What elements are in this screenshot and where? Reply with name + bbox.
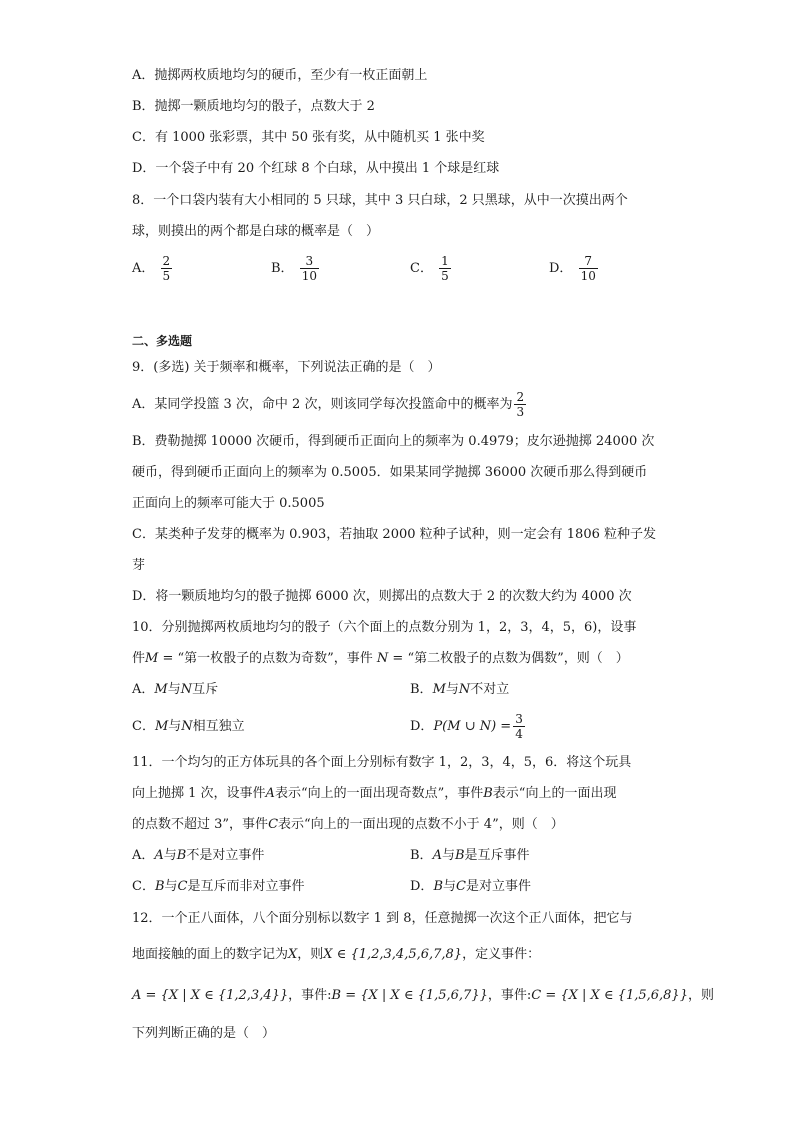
- fraction: [514, 390, 526, 419]
- text: 与: [445, 682, 459, 697]
- fraction: [161, 254, 173, 283]
- text: 与: [164, 879, 178, 894]
- q10-option-c: [132, 718, 245, 736]
- var-b: B: [454, 848, 465, 863]
- denominator: 5: [441, 269, 449, 283]
- var-b: B: [154, 879, 165, 894]
- q7-option-a: A．抛掷两枚质地均匀的硬币，至少有一枚正面朝上: [132, 68, 428, 83]
- event-b-definition: B = {X | X ∈ {1,5,6,7}}: [331, 988, 488, 1003]
- text: 与: [163, 848, 177, 863]
- text: = “第二枚骰子的点数为偶数”，则（ ）: [388, 651, 629, 666]
- option-label: D．: [410, 719, 434, 734]
- text: 地面接触的面上的数字记为: [132, 947, 289, 962]
- event-a-definition: A = {X | X ∈ {1,2,3,4}}: [132, 988, 289, 1003]
- var-c: C: [268, 817, 279, 832]
- text: 件: [132, 651, 146, 666]
- text: 表示“向上的一面出现奇数点”，事件: [274, 786, 484, 801]
- text: 互斥: [192, 682, 219, 697]
- var-m: M: [154, 682, 168, 697]
- fraction: [439, 254, 451, 283]
- text: 与: [443, 879, 457, 894]
- q9-option-b-line3: 正面向上的频率可能大于 0.5005: [132, 496, 325, 511]
- numerator: 3: [515, 712, 523, 726]
- option-label: A．: [132, 682, 155, 697]
- q10-stem-line1: 10．分别抛掷两枚质地均匀的骰子（六个面上的点数分别为 1，2，3，4，5，6)，设事: [132, 620, 637, 635]
- text: ，事件:: [288, 988, 332, 1003]
- q11-option-c: [132, 878, 305, 896]
- var-a: A: [154, 848, 164, 863]
- text: 与: [441, 848, 455, 863]
- q9-option-b-line1: B．费勒抛掷 10000 次硬币，得到硬币正面向上的频率为 0.4979；皮尔逊抛掷 24000 次: [132, 434, 655, 449]
- denominator: 5: [162, 269, 171, 283]
- q12-stem-line1: 12．一个正八面体，八个面分别标以数字 1 到 8，任意抛掷一次这个正八面体，把它与: [132, 911, 633, 926]
- probability-expression: P(M ∪ N) =: [433, 719, 512, 734]
- q9-option-d: D．将一颗质地均匀的骰子抛掷 6000 次，则掷出的点数大于 2 的次数大约为 4000 次: [132, 589, 632, 604]
- q10-option-d: [410, 712, 527, 741]
- text: 不对立: [470, 682, 510, 697]
- var-n: N: [376, 651, 389, 666]
- q11-stem-line1: 11．一个均匀的正方体玩具的各个面上分别标有数字 1，2，3，4，5，6．将这个玩具: [132, 755, 632, 770]
- text: ，则: [687, 988, 714, 1003]
- sample-space: X ∈ {1,2,3,4,5,6,7,8}: [323, 947, 463, 962]
- q11-option-d: [410, 878, 531, 896]
- var-a: A: [265, 786, 275, 801]
- option-label: D．: [549, 261, 573, 276]
- text: ，定义事件：: [462, 947, 541, 962]
- var-b: B: [433, 879, 443, 894]
- numerator: 3: [305, 254, 314, 268]
- option-label: C．: [132, 879, 155, 894]
- fraction: [300, 254, 319, 283]
- q7-option-d: D．一个袋子中有 20 个红球 8 个白球，从中摸出 1 个球是红球: [132, 161, 500, 176]
- text: 相互独立: [192, 719, 245, 734]
- q8-option-c: [410, 254, 453, 283]
- var-m: M: [154, 719, 169, 734]
- q10-option-a: [132, 681, 218, 699]
- text: 是对立事件: [465, 879, 531, 894]
- q11-option-b: [410, 847, 530, 865]
- q9-option-b-line2: 硬币，得到硬币正面向上的频率为 0.5005．如果某同学抛掷 36000 次硬币那么得到硬币: [132, 465, 648, 480]
- q12-stem-line3: [132, 987, 714, 1005]
- option-label: C．: [132, 719, 155, 734]
- q8-stem-line2: 球，则摸出的两个都是白球的概率是（ ）: [132, 224, 380, 239]
- q11-option-a: [132, 847, 264, 865]
- q9-option-c-line1: C．某类种子发芽的概率为 0.903，若抽取 2000 粒种子试种，则一定会有 1806 粒种子发: [132, 527, 656, 542]
- text: 与: [168, 719, 182, 734]
- text: 的点数不超过 3”，事件: [132, 817, 269, 832]
- q11-stem-line3: [132, 816, 564, 834]
- text: 不是对立事件: [186, 848, 265, 863]
- q7-option-c: C．有 1000 张彩票，其中 50 张有奖，从中随机买 1 张中奖: [132, 130, 485, 145]
- q9-option-a: [132, 390, 528, 419]
- denominator: 3: [516, 405, 525, 419]
- var-x: X: [288, 947, 298, 962]
- text: = “第一枚骰子的点数为奇数”，事件: [158, 651, 377, 666]
- numerator: 2: [162, 254, 171, 268]
- var-c: C: [456, 879, 466, 894]
- var-n: N: [458, 682, 471, 697]
- option-label: B．: [410, 682, 433, 697]
- q8-option-a: [132, 254, 174, 283]
- text: 是互斥而非对立事件: [187, 879, 305, 894]
- option-label: B．: [271, 261, 294, 276]
- q12-stem-line2: [132, 946, 540, 964]
- text: 与: [167, 682, 181, 697]
- q12-stem-line4: 下列判断正确的是（ ）: [132, 1026, 276, 1041]
- q10-option-b: [410, 681, 509, 699]
- var-b: B: [176, 848, 187, 863]
- var-a: A: [432, 848, 442, 863]
- denominator: 10: [301, 269, 317, 283]
- q9-stem: 9．(多选) 关于频率和概率，下列说法正确的是（ ）: [132, 360, 441, 375]
- var-c: C: [177, 879, 188, 894]
- var-n: N: [180, 682, 193, 697]
- option-text: A．某同学投篮 3 次，命中 2 次，则该同学每次投篮命中的概率为: [132, 397, 513, 412]
- text: ，事件:: [487, 988, 532, 1003]
- section-title: 二、多选题: [132, 334, 193, 348]
- option-label: D．: [410, 879, 434, 894]
- numerator: 1: [441, 254, 449, 268]
- q8-option-d: [549, 254, 600, 283]
- q8-stem-line1: 8．一个口袋内装有大小相同的 5 只球，其中 3 只白球，2 只黑球，从中一次摸出两个: [132, 193, 628, 208]
- denominator: 4: [515, 727, 523, 741]
- option-label: A．: [132, 848, 155, 863]
- var-m: M: [432, 682, 446, 697]
- text: ，则: [297, 947, 324, 962]
- q8-option-b: [271, 254, 321, 283]
- option-label: A．: [132, 261, 155, 276]
- event-c-definition: C = {X | X ∈ {1,5,6,8}}: [531, 988, 688, 1003]
- denominator: 10: [580, 269, 596, 283]
- var-n: N: [181, 719, 193, 734]
- numerator: 7: [584, 254, 593, 268]
- text: 是互斥事件: [464, 848, 530, 863]
- text: 表示“向上的一面出现的点数不小于 4”，则（ ）: [278, 817, 564, 832]
- fraction: [513, 712, 525, 741]
- text: 向上抛掷 1 次，设事件: [132, 786, 266, 801]
- numerator: 2: [516, 390, 525, 404]
- fraction: [579, 254, 598, 283]
- q7-option-b: B．抛掷一颗质地均匀的骰子，点数大于 2: [132, 99, 375, 114]
- q9-option-c-line2: 芽: [132, 558, 146, 573]
- q10-stem-line2: [132, 650, 629, 668]
- option-label: C．: [410, 261, 433, 276]
- var-b: B: [483, 786, 493, 801]
- var-m: M: [145, 651, 159, 666]
- option-label: B．: [410, 848, 433, 863]
- q11-stem-line2: [132, 785, 616, 803]
- text: 表示“向上的一面出现: [492, 786, 617, 801]
